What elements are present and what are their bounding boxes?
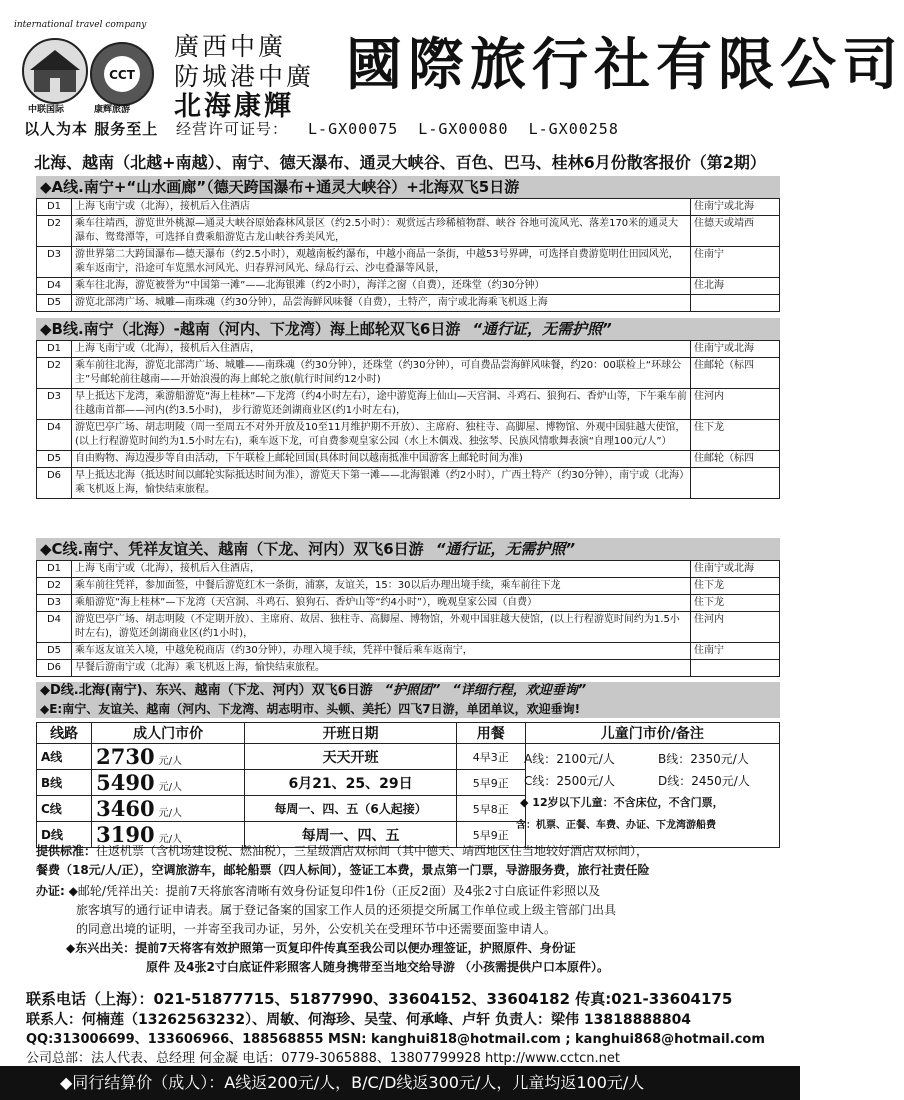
child-price-d: D线：2450元/人 [658, 774, 750, 788]
day-desc: 早上抵达北海（抵达时间以邮轮实际抵达时间为准），游览天下第一滩——北海银滩（约2小时），广西土特产（约30分钟），南宁或（北海）乘飞机返上海，愉快结束旅程。 [72, 468, 691, 499]
route-b-tag: “通行证，无需护照” [472, 320, 612, 338]
price-dates: 6月21、25、29日 [245, 770, 457, 796]
day-label: D1 [37, 199, 72, 216]
day-desc: 游世界第二大跨国瀑布—德天瀑布（约2.5小时），观越南板约瀑布，中越小商品一条街，中越53号界碑，可选择自费游览明仕田园风光，乘车返南宁，沿途可车览黑水河风光、归春界河风光、绿岛行云、沙屯叠瀑等风景， [72, 247, 691, 278]
standard-line-2: 餐费（18元/人/正），空调旅游车，邮轮船票（四人标间），签证工本费，景点第一门票，导游服务费，旅行社责任险 [36, 863, 650, 877]
route-b-itinerary [36, 340, 780, 499]
price-adult-cell [92, 744, 245, 770]
price-meal: 5早8正 [456, 796, 525, 822]
visa-line-4: ◆东兴出关：提前7天将客有效护照第一页复印件传真至我公司以便办理签证，护照原件、身份证 [66, 941, 576, 955]
table-row [37, 278, 780, 295]
day-label: D4 [37, 612, 72, 643]
route-d-tag2: “详细行程，欢迎垂询” [452, 683, 587, 698]
day-desc: 乘车前往北海，游览北部湾广场、城雕——南珠魂（约30分钟），还珠堂（约30分钟），可自费品尝海鲜风味餐，约20：00联检上“环球公主”号邮轮前往越南——开始浪漫的海上邮轮之旅(航行时间约12小时) [72, 358, 691, 389]
day-stay: 住邮轮（标四 [691, 358, 780, 389]
day-stay: 住下龙 [691, 578, 780, 595]
day-desc: 游览北部湾广场、城雕—南珠魂（约30分钟），品尝海鲜风味餐（自费），土特产，南宁或北海乘飞机返上海 [72, 295, 691, 312]
visa-line-1 [36, 882, 616, 901]
child-price-b: B线：2350元/人 [658, 752, 749, 766]
day-label: D4 [37, 278, 72, 295]
price-adult: 3190 [96, 822, 155, 847]
day-label: D3 [37, 389, 72, 420]
day-label: D3 [37, 595, 72, 612]
table-row [37, 561, 780, 578]
route-b-banner [36, 318, 780, 340]
table-row [37, 660, 780, 677]
day-stay: 住下龙 [691, 595, 780, 612]
day-stay [691, 295, 780, 312]
table-row [37, 643, 780, 660]
brand-line-2: 防城港中廣 [174, 62, 315, 91]
table-row [37, 389, 780, 420]
day-stay: 住北海 [691, 278, 780, 295]
license-2: L-GX00080 [418, 120, 509, 138]
day-desc: 上海飞南宁或（北海），接机后入住酒店， [72, 561, 691, 578]
standard-text-1: 往返机票（含机场建设税、燃油税），三星级酒店双标间（其中德天、靖西地区住当地较好酒店双标间）， [96, 844, 649, 858]
col-header-line: 线路 [37, 723, 92, 744]
day-desc: 乘船游览“海上桂林”—下龙湾（天宫洞、斗鸡石、狼狗石、香炉山等“约4小时”），晚观皇家公园（自费） [72, 595, 691, 612]
slogan: 以人为本 服务至上 [24, 120, 159, 138]
price-unit: 元/人 [158, 834, 182, 845]
table-row [37, 420, 780, 451]
day-desc: 自由购物、海边漫步等自由活动，下午联检上邮轮回国(具体时间以越南抵准中国游客上邮轮时间为准) [72, 451, 691, 468]
day-label: D1 [37, 561, 72, 578]
day-desc: 乘车往靖西，游览世外桃源—通灵大峡谷原始森林风景区（约2.5小时）：观赏远古珍稀植物群、峡谷 谷地可流风光、落差170米的通灵大瀑布、鸳鸯潭等，可选择自费乘船游览古龙山峡谷秀美风光， [72, 216, 691, 247]
route-d-tag1: “护照团” [384, 683, 441, 698]
logo-caption-left: 中联国际 [28, 105, 65, 115]
table-row [37, 199, 780, 216]
child-prices [512, 744, 780, 844]
price-meal: 5早9正 [456, 770, 525, 796]
route-e-title: ◆E:南宁、友谊关、越南（河内、下龙湾、胡志明市、头顿、美托）四飞7日游，单团单议，欢迎垂询! [40, 702, 581, 716]
route-c-tag: “通行证，无需护照” [435, 540, 576, 558]
table-row [37, 295, 780, 312]
visa-line-3: 的同意出境的证明，一并寄至我司办证，另外，公安机关在受理环节中还需要面鉴申请人。 [76, 922, 557, 936]
price-dates: 每周一、四、五（6人起接） [245, 796, 457, 822]
col-header-meal: 用餐 [456, 723, 525, 744]
logo-tagline: international travel company [14, 20, 147, 30]
day-desc: 游览巴亭广场、胡志明陵（不定期开放）、主席府、故居、独柱寺、高脚屋、博物馆，外观中国驻越大使馆，(以上行程游览时间约为1.5小时左右)，游览还剑湖商业区(约1小时)， [72, 612, 691, 643]
table-row [37, 341, 780, 358]
visa-text-1: ◆邮轮/凭祥出关：提前7天将旅客清晰有效身份证复印件1份（正反2面）及4张2寸白底证件彩照以及 [68, 884, 601, 898]
route-a-banner [36, 176, 780, 198]
day-stay: 住南宁或北海 [691, 341, 780, 358]
price-meal: 4早3正 [456, 744, 525, 770]
day-label: D3 [37, 247, 72, 278]
table-row [37, 578, 780, 595]
license-3: L-GX00258 [528, 120, 619, 138]
day-stay: 住德天或靖西 [691, 216, 780, 247]
table-row [37, 451, 780, 468]
brand-line-1: 廣西中廣 [174, 32, 287, 61]
child-note-1: ◆ 12岁以下儿童：不含床位，不含门票， [520, 796, 724, 809]
day-desc: 游览巴亭广场、胡志明陵（周一至周五不对外开放及10至11月维护期不开放）、主席府、独柱寺、高脚屋、博物馆、外观中国驻越大使馆，(以上行程游览时间约为1.5小时左右)，乘车返下龙，可自费参观皇家公园（水上木偶戏、独弦琴、民族风情歌舞表演“自理100元/人”） [72, 420, 691, 451]
day-stay: 住南宁或北海 [691, 561, 780, 578]
day-label: D5 [37, 451, 72, 468]
day-desc: 乘车往北海，游览被誉为“中国第一滩”——北海银滩（约2小时），海洋之窗（自费），还珠堂（约30分钟） [72, 278, 691, 295]
standard-label: 提供标准： [36, 844, 97, 858]
table-row [37, 612, 780, 643]
col-header-dates: 开班日期 [245, 723, 457, 744]
price-dates: 每周一、四、五 [245, 822, 457, 848]
visa-line-5: 原件 及4张2寸白底证件彩照客人随身携带至当地交给导游 （小孩需提供户口本原件）。 [146, 960, 610, 974]
price-header-row [37, 723, 780, 744]
day-desc: 乘车前往凭祥，参加面签，中餐后游览红木一条街，浦寨，友谊关，15：30以后办理出境手续，乘车前往下龙 [72, 578, 691, 595]
visa-line-2: 旅客填写的通行证申请表。属于登记备案的国家工作人员的还须提交所属工作单位或上级主管部门出具 [76, 903, 617, 917]
day-label: D6 [37, 468, 72, 499]
price-dates: 天天开班 [245, 744, 457, 770]
price-line: D线 [37, 822, 92, 848]
price-unit: 元/人 [158, 808, 182, 819]
col-header-child: 儿童门市价/备注 [525, 723, 779, 744]
price-meal: 5早9正 [456, 822, 525, 848]
day-desc: 早上抵达下龙湾，乘游船游览“海上桂林”—下龙湾（约4小时左右），途中游览海上仙山—天宫洞、斗鸡石、狼狗石、香炉山等，下午乘车前往越南首都——河内(约3.5小时)， 步行游览还剑湖商业区(约1小时左右)， [72, 389, 691, 420]
logo-caption-right: 康辉旅游 [94, 105, 131, 115]
price-unit: 元/人 [158, 782, 182, 793]
day-label: D2 [37, 216, 72, 247]
logo [14, 20, 164, 138]
day-label: D5 [37, 643, 72, 660]
price-line: B线 [37, 770, 92, 796]
day-desc: 早餐后游南宁或（北海）乘飞机返上海，愉快结束旅程。 [72, 660, 691, 677]
visa-notes [36, 882, 616, 977]
price-adult-cell [92, 770, 245, 796]
footer-settlement: ◆同行结算价（成人）：A线返200元/人，B/C/D线返300元/人，儿童均返100元/人 [0, 1066, 800, 1100]
price-adult: 2730 [96, 744, 155, 769]
day-stay: 住南宁 [691, 643, 780, 660]
day-label: D4 [37, 420, 72, 451]
day-desc: 上海飞南宁或（北海），接机后入住酒店 [72, 199, 691, 216]
price-adult: 5490 [96, 770, 155, 795]
day-desc: 乘车返友谊关入境，中越免税商店（约30分钟），办理入境手续，凭祥中餐后乘车返南宁， [72, 643, 691, 660]
contact-qq-msn: QQ:313006699、133606966、188568855 MSN: kanghui818@hotmail.com ; kanghui868@hotmail.com [26, 1032, 765, 1047]
child-price-c: C线：2500元/人 [524, 774, 615, 788]
day-stay: 住河内 [691, 612, 780, 643]
header [0, 0, 904, 148]
route-c-title: ◆C线.南宁、凭祥友谊关、越南（下龙、河内）双飞6日游 [40, 540, 424, 558]
day-stay: 住南宁或北海 [691, 199, 780, 216]
price-adult: 3460 [96, 796, 155, 821]
contact-people: 联系人：何楠莲（13262563232）、周敏、何海珍、吴莹、何承峰、卢轩 负责人：梁伟 13818888804 [26, 1012, 692, 1028]
license-label: 经营许可证号： [176, 120, 289, 138]
route-d-title: ◆D线.北海(南宁)、东兴、越南（下龙、河内）双飞6日游 [40, 683, 373, 698]
contact-phone: 联系电话（上海）：021-51877715、51877990、33604152、33604182 传真:021-33604175 [26, 990, 733, 1008]
day-stay: 住南宁 [691, 247, 780, 278]
table-row [37, 595, 780, 612]
table-row [37, 247, 780, 278]
route-c-banner [36, 538, 780, 560]
brand-line-3: 北海康輝 [174, 91, 294, 122]
logo-mark-text: CCT [109, 68, 135, 82]
day-label: D2 [37, 358, 72, 389]
price-adult-cell [92, 796, 245, 822]
company-hq: 公司总部：法人代表、总经理 何金凝 电话：0779-3065888、13807799928 http://www.cctcn.net [26, 1051, 620, 1066]
day-desc: 上海飞南宁或（北海），接机后入住酒店， [72, 341, 691, 358]
license-numbers [176, 118, 619, 139]
route-d-banner [36, 682, 780, 700]
logo-emblem-icon [22, 38, 88, 104]
page-subtitle: 北海、越南（北越+南越）、南宁、德天瀑布、通灵大峡谷、百色、巴马、桂林6月份散客报价（第2期） [34, 153, 766, 172]
day-label: D5 [37, 295, 72, 312]
day-stay: 住河内 [691, 389, 780, 420]
price-line: C线 [37, 796, 92, 822]
cct-logo-icon [90, 42, 154, 106]
day-label: D6 [37, 660, 72, 677]
day-stay: 住邮轮（标四 [691, 451, 780, 468]
price-unit: 元/人 [158, 756, 182, 767]
child-price-a: A线：2100元/人 [524, 752, 615, 766]
route-a-itinerary [36, 198, 780, 312]
day-label: D2 [37, 578, 72, 595]
child-note-2: 含：机票、正餐、车费、办证、下龙湾游船费 [516, 820, 716, 831]
price-line: A线 [37, 744, 92, 770]
standard-line-1 [36, 842, 649, 861]
service-standard [36, 842, 649, 880]
route-e-banner [36, 700, 780, 718]
day-stay: 住下龙 [691, 420, 780, 451]
day-stay [691, 660, 780, 677]
route-b-title: ◆B线.南宁（北海）-越南（河内、下龙湾）海上邮轮双飞6日游 [40, 320, 461, 338]
table-row [37, 468, 780, 499]
company-name: 國際旅行社有限公司 [346, 32, 904, 98]
day-stay [691, 468, 780, 499]
license-1: L-GX00075 [308, 120, 399, 138]
brand-block [174, 32, 334, 122]
visa-label: 办证: [36, 884, 65, 898]
table-row [37, 216, 780, 247]
day-label: D1 [37, 341, 72, 358]
route-a-title: ◆A线.南宁+“山水画廊”（德天跨国瀑布+通灵大峡谷）+北海双飞5日游 [40, 178, 520, 196]
col-header-adult: 成人门市价 [92, 723, 245, 744]
table-row [37, 358, 780, 389]
route-c-itinerary [36, 560, 780, 677]
